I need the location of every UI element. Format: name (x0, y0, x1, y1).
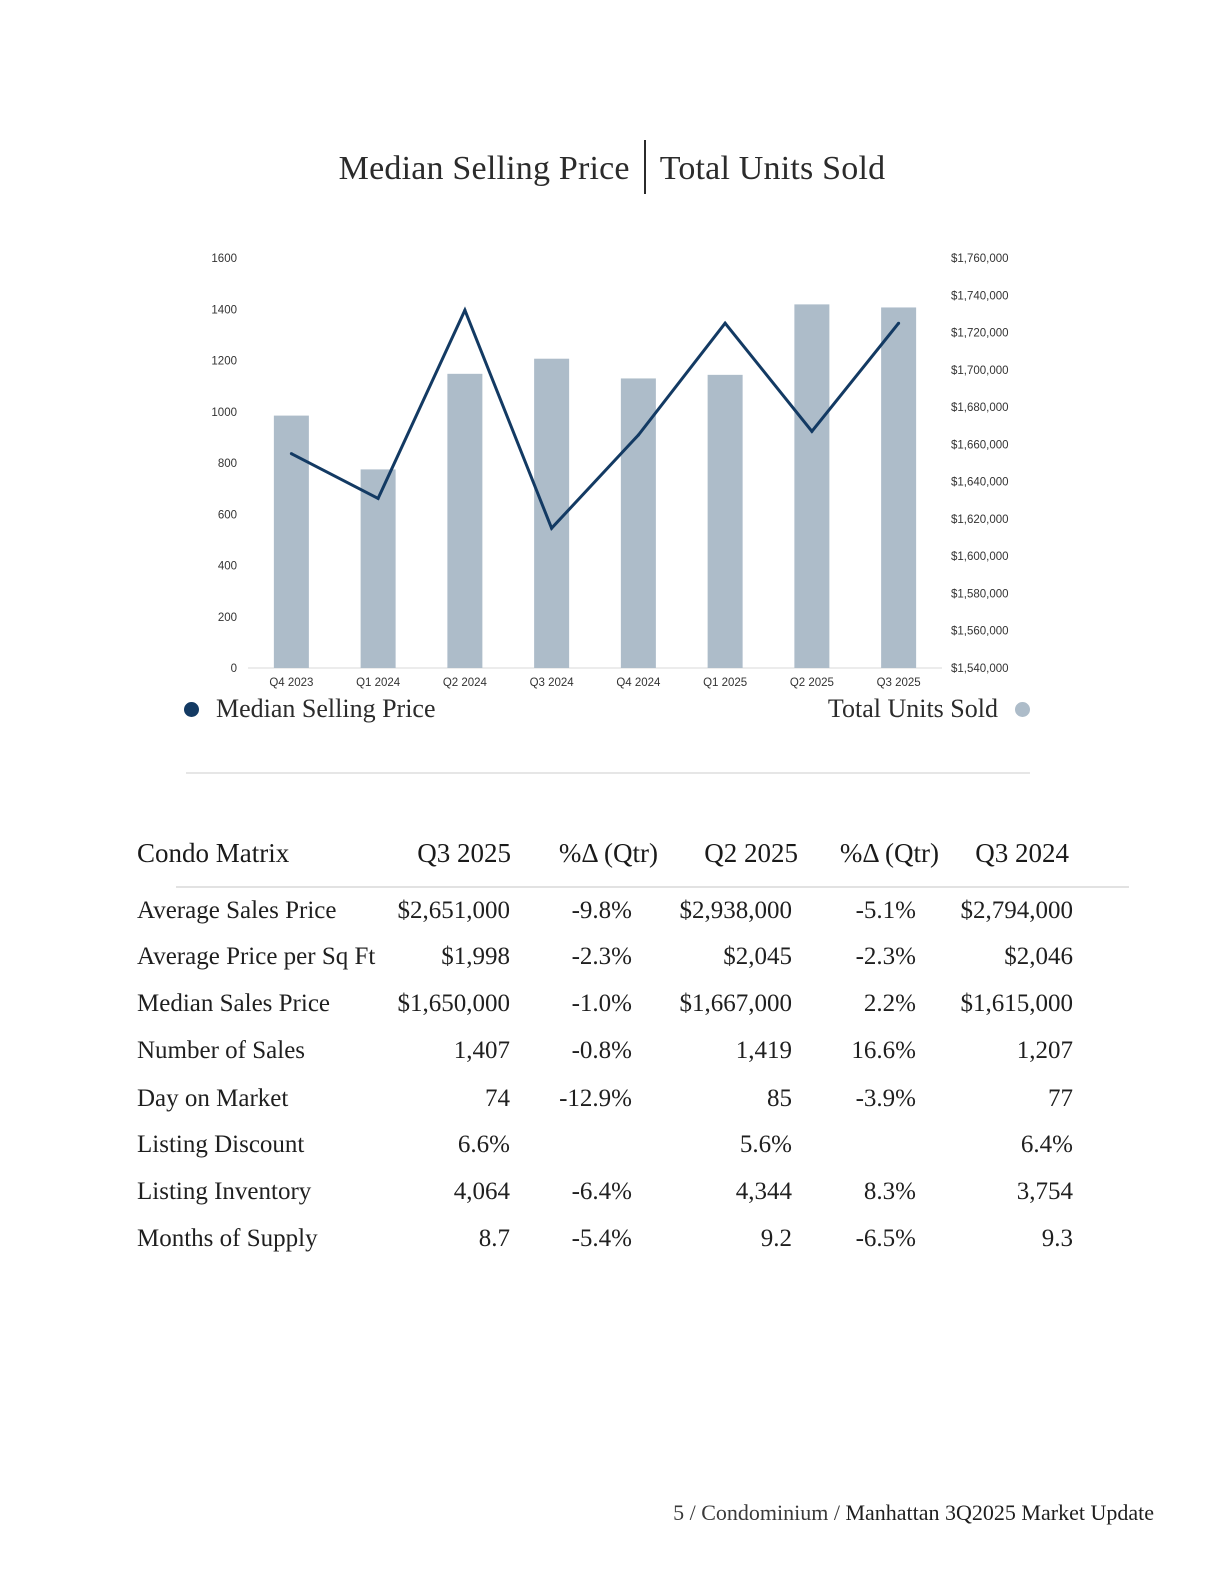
left-axis-tick-label: 600 (217, 509, 237, 522)
left-axis-tick-label: 800 (217, 458, 237, 470)
cell-q3-2025: 1,407 (453, 1037, 510, 1064)
right-axis-tick-label: $1,580,000 (951, 588, 1009, 601)
cell-q3-2024: 6.4% (1020, 1131, 1073, 1158)
point-median-selling-price (897, 322, 900, 325)
x-axis-tick-label: Q1 2025 (703, 677, 748, 689)
row-label: Day on Market (137, 1085, 289, 1112)
cell-pct-change-1: -9.8% (571, 897, 632, 924)
table-header-divider (176, 886, 1129, 888)
table-row (0, 943, 1224, 983)
point-median-selling-price (463, 309, 466, 312)
bar-total-units-sold (708, 375, 743, 668)
cell-q3-2024: 77 (1048, 1085, 1073, 1112)
x-axis-tick-label: Q3 2024 (529, 677, 574, 689)
right-axis-tick-label: $1,700,000 (951, 364, 1009, 377)
cell-q3-2024: 3,754 (1016, 1178, 1073, 1205)
cell-q3-2024: 1,207 (1016, 1037, 1073, 1064)
cell-q3-2025: 6.6% (457, 1131, 510, 1158)
legend-median-label: Median Selling Price (216, 694, 436, 723)
cell-pct-change-2: 8.3% (863, 1178, 916, 1205)
right-axis-tick-label: $1,620,000 (951, 513, 1009, 526)
x-axis-tick-label: Q2 2025 (789, 677, 834, 689)
row-label: Number of Sales (137, 1037, 306, 1064)
row-label: Median Sales Price (137, 990, 331, 1017)
x-axis-tick-label: Q2 2024 (442, 677, 487, 689)
footer-report-title: Manhattan 3Q2025 Market Update (845, 1500, 1154, 1525)
header-q3-2024: Q3 2024 (975, 838, 1069, 868)
cell-q3-2025: $2,651,000 (397, 897, 510, 924)
table-row (0, 897, 1224, 937)
row-label: Listing Discount (137, 1131, 305, 1158)
point-median-selling-price (637, 434, 640, 437)
point-median-selling-price (724, 322, 727, 325)
cell-q3-2024: 9.3 (1041, 1225, 1073, 1252)
x-axis-tick-label: Q1 2024 (356, 677, 401, 689)
legend-line-swatch (184, 702, 199, 717)
left-axis-tick-label: 1400 (211, 304, 237, 317)
point-median-selling-price (377, 497, 380, 500)
cell-pct-change-2: 2.2% (863, 990, 916, 1017)
cell-q3-2025: 8.7 (478, 1225, 510, 1252)
cell-pct-change-2: -3.9% (855, 1085, 916, 1112)
table-row (0, 1085, 1224, 1125)
left-axis-tick-label: 1000 (211, 406, 237, 419)
bar-total-units-sold (447, 374, 482, 668)
cell-pct-change-2: -2.3% (855, 943, 916, 970)
point-median-selling-price (810, 430, 813, 433)
left-axis-tick-label: 400 (217, 560, 237, 573)
x-axis-tick-label: Q3 2025 (876, 677, 921, 689)
right-axis-tick-label: $1,640,000 (951, 476, 1009, 489)
right-axis-tick-label: $1,660,000 (951, 439, 1009, 452)
cell-q2-2025: $1,667,000 (679, 990, 792, 1017)
legend-units-label: Total Units Sold (827, 694, 998, 723)
table-row (0, 1131, 1224, 1171)
title-median-selling-price: Median Selling Price (338, 149, 630, 187)
cell-q3-2025: 74 (485, 1085, 510, 1112)
row-label: Average Price per Sq Ft (137, 943, 376, 970)
cell-pct-change-2: -5.1% (855, 897, 916, 924)
header-q2-2025: Q2 2025 (704, 838, 798, 868)
cell-q2-2025: 9.2 (760, 1225, 792, 1252)
left-axis-tick-label: 1200 (211, 355, 237, 368)
left-axis-tick-label: 0 (230, 663, 237, 675)
header-pct-change-2: %Δ (Qtr) (839, 838, 939, 868)
legend-total-units-sold (828, 694, 1030, 724)
cell-pct-change-1: -2.3% (571, 943, 632, 970)
cell-pct-change-1: -0.8% (571, 1037, 632, 1064)
left-axis-tick-label: 1600 (211, 253, 237, 265)
footer-page-number: 5 (673, 1500, 685, 1525)
right-axis-tick-label: $1,740,000 (951, 290, 1009, 303)
cell-pct-change-1: -5.4% (571, 1225, 632, 1252)
cell-pct-change-2: 16.6% (851, 1037, 916, 1064)
left-axis-tick-label: 200 (217, 611, 237, 624)
header-pct-change-1: %Δ (Qtr) (558, 838, 658, 868)
right-axis-tick-label: $1,560,000 (951, 625, 1009, 638)
right-axis-tick-label: $1,680,000 (951, 402, 1009, 415)
page-footer: 5 / Condominium / Manhattan 3Q2025 Market Update (673, 1500, 1154, 1525)
cell-q3-2024: $2,794,000 (960, 897, 1073, 924)
cell-q2-2025: 85 (767, 1085, 792, 1112)
row-label: Months of Supply (137, 1225, 318, 1252)
cell-q3-2025: $1,998 (441, 943, 510, 970)
cell-pct-change-2: -6.5% (855, 1225, 916, 1252)
row-label: Average Sales Price (137, 897, 337, 924)
right-axis-tick-label: $1,720,000 (951, 327, 1009, 340)
cell-q3-2025: 4,064 (453, 1178, 510, 1205)
table-row (0, 990, 1224, 1030)
cell-q2-2025: 5.6% (739, 1131, 792, 1158)
bar-total-units-sold (794, 304, 829, 668)
row-label: Listing Inventory (137, 1178, 312, 1205)
cell-q3-2024: $2,046 (1004, 943, 1073, 970)
cell-q3-2024: $1,615,000 (960, 990, 1073, 1017)
cell-pct-change-1: -6.4% (571, 1178, 632, 1205)
right-axis-tick-label: $1,540,000 (951, 663, 1009, 675)
legend-median-selling-price (184, 694, 436, 724)
legend-bar-swatch (1015, 702, 1030, 717)
cell-pct-change-1: -1.0% (571, 990, 632, 1017)
matrix-title: Condo Matrix (137, 838, 290, 868)
x-axis-tick-label: Q4 2024 (616, 677, 661, 689)
right-axis-tick-label: $1,760,000 (951, 253, 1009, 265)
table-row (0, 1037, 1224, 1077)
right-axis-tick-label: $1,600,000 (951, 551, 1009, 564)
point-median-selling-price (550, 527, 553, 530)
x-axis-tick-label: Q4 2023 (269, 677, 314, 689)
point-median-selling-price (290, 452, 293, 455)
footer-section: Condominium (701, 1500, 829, 1525)
table-row (0, 1225, 1224, 1265)
header-q3-2025: Q3 2025 (417, 838, 511, 868)
bar-total-units-sold (881, 307, 916, 668)
cell-q2-2025: 4,344 (735, 1178, 792, 1205)
bar-total-units-sold (621, 378, 656, 668)
cell-q2-2025: 1,419 (735, 1037, 792, 1064)
cell-q3-2025: $1,650,000 (397, 990, 510, 1017)
cell-q2-2025: $2,938,000 (679, 897, 792, 924)
section-divider (186, 772, 1030, 774)
combo-chart (0, 0, 1224, 700)
cell-q2-2025: $2,045 (723, 943, 792, 970)
cell-pct-change-1: -12.9% (559, 1085, 632, 1112)
title-total-units-sold: Total Units Sold (659, 149, 886, 187)
table-row (0, 1178, 1224, 1218)
